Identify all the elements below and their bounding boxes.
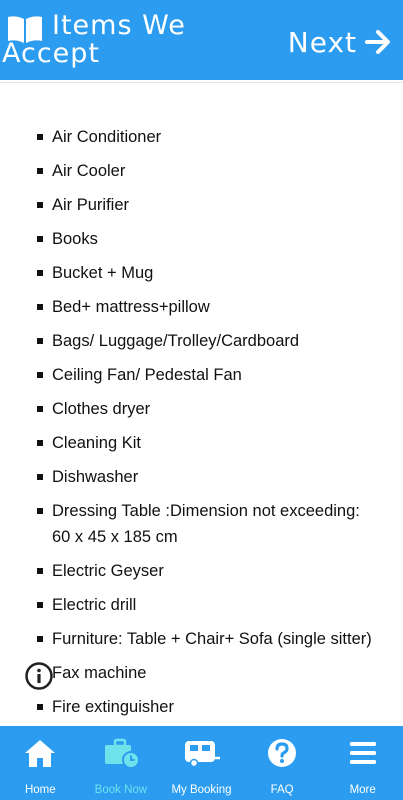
tab-more-label: More	[349, 784, 376, 796]
list-item	[0, 430, 403, 456]
list-item	[0, 328, 403, 354]
list-item-label: Air Cooler	[52, 162, 126, 180]
list-item-label: Fire extinguisher	[52, 698, 174, 716]
list-item	[0, 626, 403, 652]
bullet-icon	[37, 202, 43, 208]
list-item-label: Bags/ Luggage/Trolley/Cardboard	[52, 332, 300, 350]
bullet-icon	[37, 236, 43, 242]
list-item-label: Cleaning Kit	[52, 434, 141, 452]
tab-faq-label: FAQ	[270, 784, 294, 796]
tab-faq[interactable]	[242, 726, 323, 800]
list-item-label: Books	[52, 230, 98, 248]
list-item	[0, 498, 403, 550]
bullet-icon	[37, 508, 43, 514]
list-item-label: Bed+ mattress+pillow	[52, 298, 210, 316]
tab-home-label: Home	[24, 784, 56, 796]
list-item-label: Dishwasher	[52, 468, 139, 486]
list-item	[0, 558, 403, 584]
accepted-items-list	[0, 124, 403, 726]
list-item	[0, 260, 403, 286]
tab-home[interactable]	[0, 726, 81, 800]
list-item	[0, 192, 403, 218]
bullet-icon	[37, 168, 43, 174]
list-item-label: Bucket + Mug	[52, 264, 154, 282]
arrow-right-icon	[365, 29, 391, 55]
tab-book-now[interactable]	[81, 726, 162, 800]
bullet-icon	[37, 134, 43, 140]
list-item	[0, 396, 403, 422]
page-title: Items We Accept	[2, 10, 186, 69]
bullet-icon	[37, 304, 43, 310]
list-item	[0, 294, 403, 320]
list-item	[0, 158, 403, 184]
bullet-icon	[37, 338, 43, 344]
question-circle-icon	[262, 736, 302, 770]
list-item	[0, 694, 403, 720]
bullet-icon	[37, 474, 43, 480]
items-content[interactable]	[0, 84, 403, 726]
list-item	[0, 660, 403, 686]
tab-more[interactable]	[322, 726, 403, 800]
caravan-icon	[181, 736, 221, 770]
bullet-icon	[37, 440, 43, 446]
bottom-tab-bar	[0, 726, 403, 800]
list-item	[0, 464, 403, 490]
list-item	[0, 362, 403, 388]
list-item-label: Ceiling Fan/ Pedestal Fan	[52, 366, 242, 384]
list-item	[0, 124, 403, 150]
bullet-icon	[37, 568, 43, 574]
bullet-icon	[37, 704, 43, 710]
menu-icon	[343, 736, 383, 770]
list-item	[0, 592, 403, 618]
bullet-icon	[37, 602, 43, 608]
next-button[interactable]	[288, 24, 391, 60]
app-header	[0, 0, 403, 80]
list-item-label: Air Conditioner	[52, 128, 162, 146]
bullet-icon	[37, 406, 43, 412]
list-item-label: Furniture: Table + Chair+ Sofa (single sitter)	[52, 630, 372, 648]
tab-my-booking[interactable]	[161, 726, 242, 800]
bullet-icon	[37, 636, 43, 642]
next-button-label: Next	[287, 25, 357, 59]
list-item-label: Clothes dryer	[52, 400, 151, 418]
bullet-icon	[37, 372, 43, 378]
list-item-label: Electric drill	[52, 596, 137, 614]
tab-book-now-label: Book Now	[94, 784, 148, 796]
tab-my-booking-label: My Booking	[171, 784, 232, 796]
list-item-label: Air Purifier	[52, 196, 130, 214]
list-item-label: Fax machine	[52, 664, 147, 682]
home-icon	[20, 736, 60, 770]
briefcase-clock-icon	[101, 736, 141, 770]
bullet-icon	[37, 270, 43, 276]
list-item-label: Dressing Table :Dimension not exceeding: 60 x 45 x 185 cm	[52, 502, 360, 546]
list-item-label: Electric Geyser	[52, 562, 164, 580]
header-divider	[0, 82, 403, 83]
info-icon[interactable]	[24, 661, 54, 691]
list-item	[0, 226, 403, 252]
